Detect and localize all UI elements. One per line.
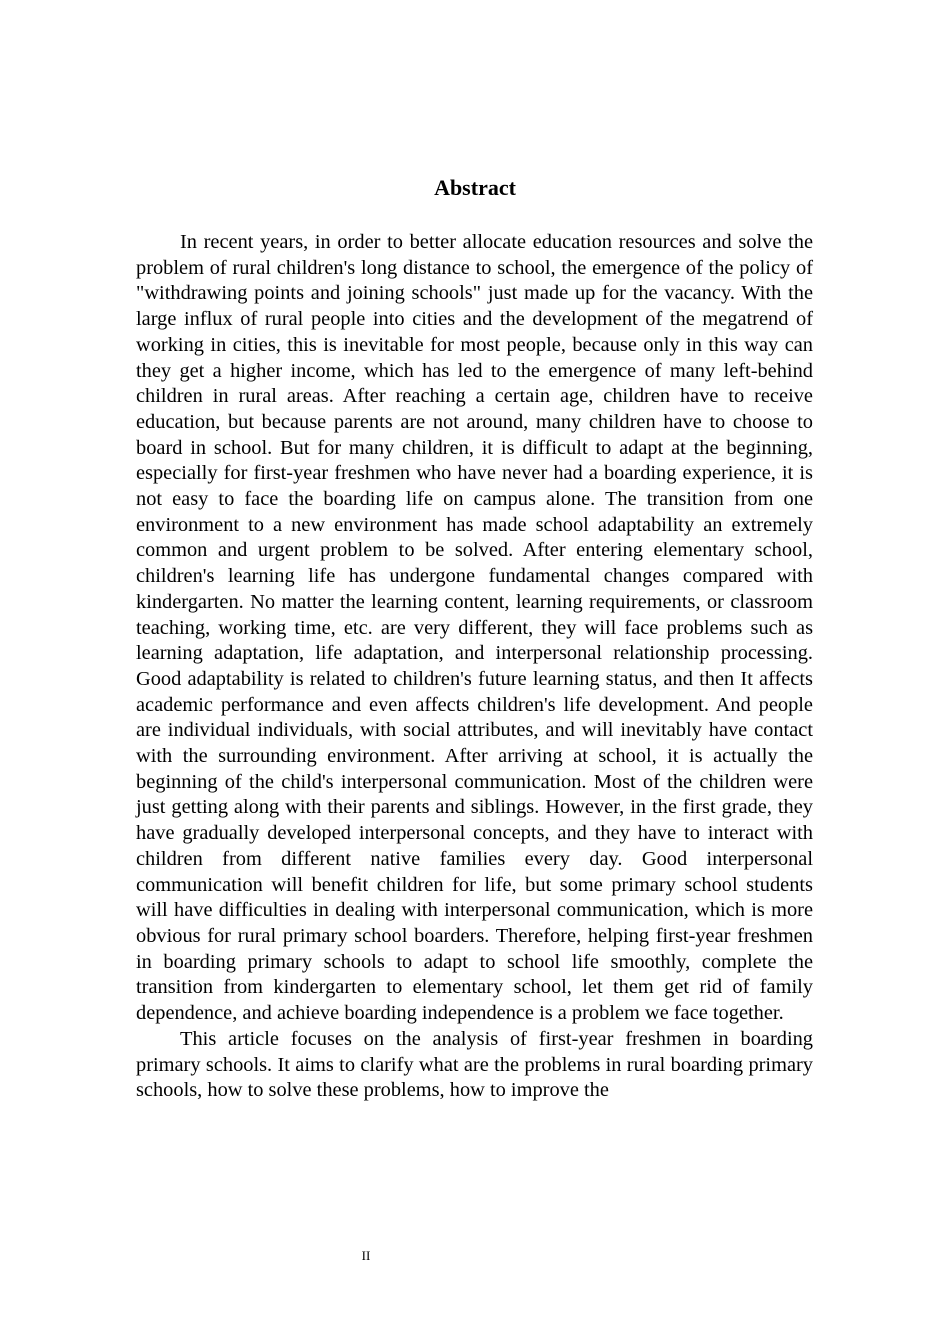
page-number: II <box>361 1248 371 1263</box>
abstract-body <box>136 230 813 1104</box>
abstract-paragraph-1: In recent years, in order to better allocate education resources and solve the problem of rural children's long distance to school, the emergence of the policy of "withdrawing points and joining schools" just made up for the vacancy. With the large influx of rural people into cities and the development of the megatrend of working in cities, this is inevitable for most people, because only in this way can they get a higher income, which has led to the emergence of many left-behind children in rural areas. After reaching a certain age, children have to receive education, but because parents are not around, many children have to choose to board in school. But for many children, it is difficult to adapt at the beginning, especially for first-year freshmen who have never had a boarding experience, it is not easy to face the boarding life on campus alone. The transition from one environment to a new environment has made school adaptability an extremely common and urgent problem to be solved. After entering elementary school, children's learning life has undergone fundamental changes compared with kindergarten. No matter the learning content, learning requirements, or classroom teaching, working time, etc. are very different, they will face problems such as learning adaptation, life adaptation, and interpersonal relationship processing. Good adaptability is related to children's future learning status, and then It affects academic performance and even affects children's life development. And people are individual individuals, with social attributes, and will inevitably have contact with the surrounding environment. After arriving at school, it is actually the beginning of the child's interpersonal communication. Most of the children were just getting along with their parents and siblings. However, in the first grade, they have gradually developed interpersonal concepts, and they have to interact with children from different native families every day. Good interpersonal communication will benefit children for life, but some primary school students will have difficulties in dealing with interpersonal communication, which is more obvious for rural primary school boarders. Therefore, helping first-year freshmen in boarding primary schools to adapt to school life smoothly, complete the transition from kindergarten to elementary school, let them get rid of family dependence, and achieve boarding independence is a problem we face together. <box>136 231 813 1025</box>
abstract-title: Abstract <box>434 175 516 200</box>
abstract-paragraph-2: This article focuses on the analysis of first-year freshmen in boarding primary schools. It aims to clarify what are the problems in rural boarding primary schools, how to solve these problems, how to improve the <box>136 1027 813 1102</box>
